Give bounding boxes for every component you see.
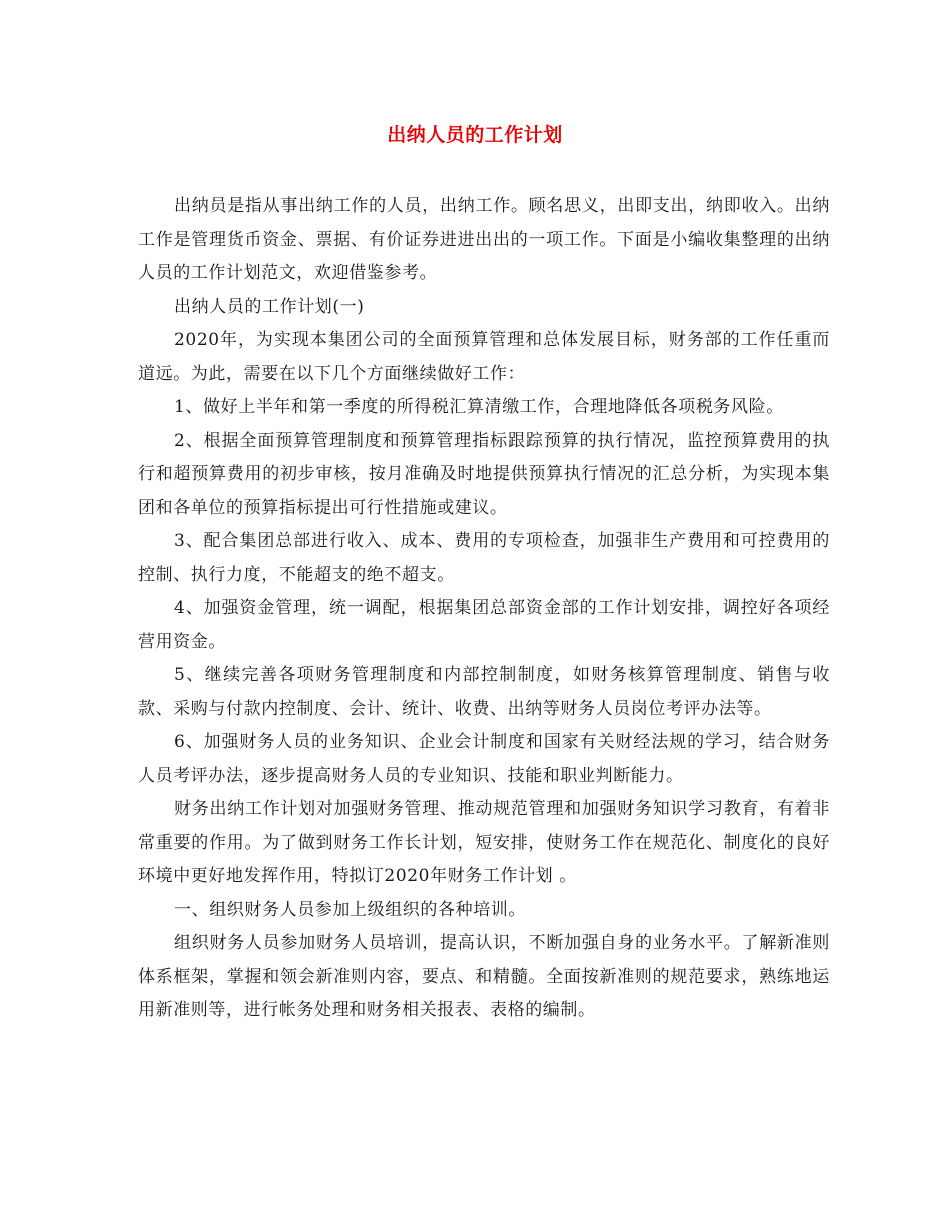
paragraph-subsection-1: 一、组织财务人员参加上级组织的各种培训。 bbox=[174, 899, 526, 920]
paragraph-item-6: 6、加强财务人员的业务知识、企业会计制度和国家有关财经法规的学习，结合财务人员考评办法，逐步提高财务人员的专业知识、技能和职业判断能力。 bbox=[138, 732, 830, 786]
document-body bbox=[138, 190, 830, 1028]
paragraph-year-goal: 2020年，为实现本集团公司的全面预算管理和总体发展目标，财务部的工作任重而道远。为此，需要在以下几个方面继续做好工作： bbox=[138, 330, 830, 384]
paragraph-item-1: 1、做好上半年和第一季度的所得税汇算清缴工作，合理地降低各项税务风险。 bbox=[174, 397, 784, 417]
paragraph-item-5: 5、继续完善各项财务管理制度和内部控制制度，如财务核算管理制度、销售与收款、采购与付款内控制度、会计、统计、收费、出纳等财务人员岗位考评办法等。 bbox=[138, 665, 830, 719]
paragraph-item-4: 4、加强资金管理，统一调配，根据集团总部资金部的工作计划安排，调控好各项经营用资金。 bbox=[138, 598, 830, 652]
paragraph-intro: 出纳员是指从事出纳工作的人员，出纳工作。顾名思义，出即支出，纳即收入。出纳工作是管理货币资金、票据、有价证券进进出出的一项工作。下面是小编收集整理的出纳人员的工作计划范文，欢迎借鉴参考。 bbox=[138, 196, 830, 283]
paragraph-section-heading: 出纳人员的工作计划(一) bbox=[174, 296, 365, 317]
paragraph-item-3: 3、配合集团总部进行收入、成本、费用的专项检查，加强非生产费用和可控费用的控制、执行力度，不能超支的绝不超支。 bbox=[138, 531, 830, 585]
paragraph-item-2: 2、根据全面预算管理制度和预算管理指标跟踪预算的执行情况，监控预算费用的执行和超预算费用的初步审核，按月准确及时地提供预算执行情况的汇总分析，为实现本集团和各单位的预算指标提出可行性措施或建议。 bbox=[138, 430, 830, 518]
document-title: 出纳人员的工作计划 bbox=[387, 124, 563, 146]
paragraph-training: 组织财务人员参加财务人员培训，提高认识，不断加强自身的业务水平。了解新准则体系框架，掌握和领会新准则内容，要点、和精髓。全面按新准则的规范要求，熟练地运用新准则等，进行帐务处理和财务相关报表、表格的编制。 bbox=[138, 933, 830, 1020]
paragraph-plan-summary: 财务出纳工作计划对加强财务管理、推动规范管理和加强财务知识学习教育，有着非常重要的作用。为了做到财务工作长计划，短安排，使财务工作在规范化、制度化的良好环境中更好地发挥作用，特拟订2020年财务工作计划 。 bbox=[138, 799, 830, 886]
